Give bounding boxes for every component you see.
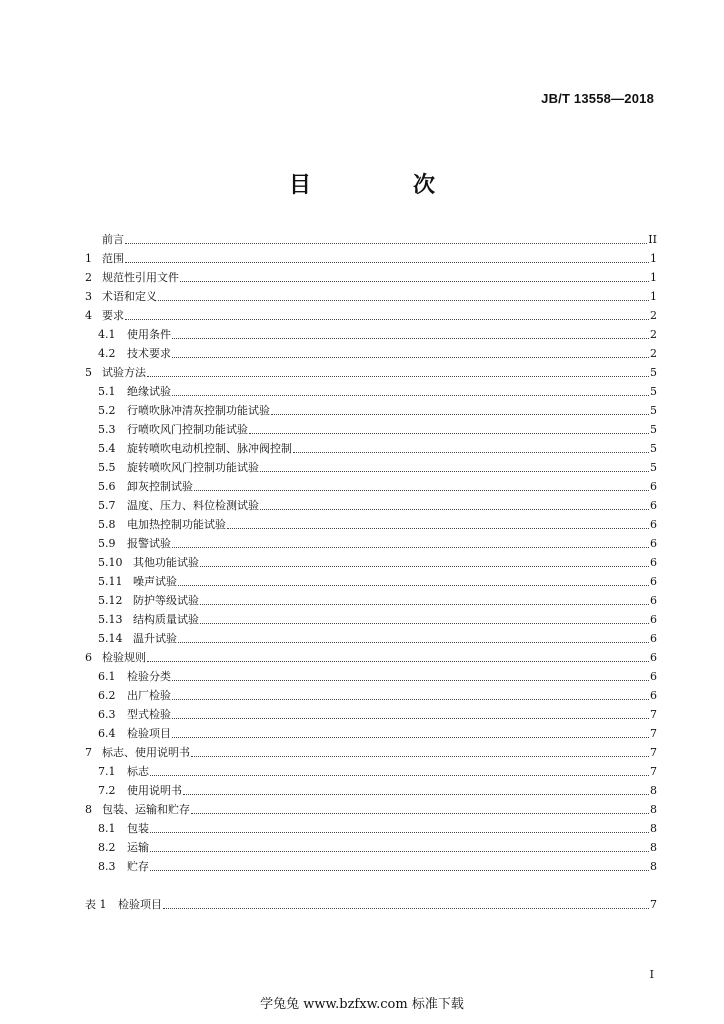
toc-entry-number: 3 [85,290,92,303]
toc-entry-number: 8 [85,803,92,816]
toc-entry-label: 电加热控制功能试验 [127,518,226,531]
toc-entry-page: 5 [650,461,657,474]
toc-entry[interactable] [85,570,657,589]
toc-leader-dots [260,470,649,472]
toc-entry-page: 6 [650,670,657,683]
toc-entry-label: 检验项目 [127,727,171,740]
standard-number: JB/T 13558—2018 [541,91,654,106]
footer-watermark: 学兔兔 www.bzfxw.com 标准下载 [260,997,464,1012]
toc-entry[interactable] [85,703,657,722]
toc-entry-page: 8 [650,784,657,797]
toc-entry-page: 6 [650,556,657,569]
toc-entry-label: 温升试验 [133,632,177,645]
toc-entry-number: 5.14 [98,632,123,645]
toc-entry-number: 8.1 [98,822,116,835]
toc-entry[interactable] [85,684,657,703]
toc-entry[interactable] [85,513,657,532]
toc-entry-number: 5.1 [98,385,116,398]
toc-entry[interactable] [85,722,657,741]
toc-leader-dots [191,812,649,814]
toc-entry-page: 6 [650,575,657,588]
toc-entry-number: 5.9 [98,537,116,550]
toc-leader-dots [150,774,649,776]
toc-entry-label: 检验规则 [102,651,146,664]
toc-entry-number: 6.2 [98,689,116,702]
toc-entry-page: 7 [650,898,657,911]
toc-entry-label: 贮存 [127,860,149,873]
toc-entry-page: 6 [650,537,657,550]
toc-entry[interactable] [85,285,657,304]
toc-entry[interactable] [85,836,657,855]
toc-entry-page: II [648,233,657,246]
toc-entry-label: 旋转喷吹风门控制功能试验 [127,461,259,474]
toc-entry-page: 6 [650,632,657,645]
toc-entry-label: 技术要求 [127,347,171,360]
toc-entry-label: 标志、使用说明书 [102,746,190,759]
toc-leader-dots [163,907,649,909]
toc-entry[interactable] [85,627,657,646]
toc-entry[interactable] [85,304,657,323]
toc-entry-label: 报警试验 [127,537,171,550]
toc-spacer [85,874,657,893]
toc-leader-dots [194,489,649,491]
toc-entry-number: 6.1 [98,670,116,683]
toc-leader-dots [125,318,649,320]
toc-entry[interactable] [85,456,657,475]
toc-entry-page: 8 [650,841,657,854]
toc-entry-number: 5.3 [98,423,116,436]
toc-entry-label: 检验项目 [118,898,162,911]
toc-entry-number: 5.7 [98,499,116,512]
toc-entry[interactable] [85,228,657,247]
toc-entry[interactable] [85,494,657,513]
toc-entry-label: 旋转喷吹电动机控制、脉冲阀控制 [127,442,292,455]
toc-entry-page: 7 [650,727,657,740]
toc-leader-dots [200,565,649,567]
toc-entry-page: 1 [650,290,657,303]
toc-entry[interactable] [85,817,657,836]
toc-entry-page: 5 [650,385,657,398]
toc-entry-number: 5.12 [98,594,123,607]
toc-entry-page: 7 [650,765,657,778]
toc-entry[interactable] [85,779,657,798]
toc-entry-page: 6 [650,651,657,664]
toc-entry-label: 前言 [102,233,124,246]
toc-entry-label: 试验方法 [102,366,146,379]
toc-leader-dots [260,508,649,510]
toc-entry-label: 运输 [127,841,149,854]
toc-entry-page: 6 [650,594,657,607]
toc-entry[interactable] [85,323,657,342]
toc-entry-label: 防护等级试验 [133,594,199,607]
toc-entry[interactable] [85,551,657,570]
toc-entry-number: 4.1 [98,328,116,341]
toc-entry-number: 2 [85,271,92,284]
toc-entry-label: 其他功能试验 [133,556,199,569]
toc-leader-dots [172,717,649,719]
toc-entry[interactable] [85,665,657,684]
toc-leader-dots [147,660,649,662]
toc-entry-number: 5.5 [98,461,116,474]
toc-leader-dots [227,527,649,529]
toc-leader-dots [200,622,649,624]
toc-entry-number: 6.4 [98,727,116,740]
toc-leader-dots [172,394,649,396]
toc-entry-label: 型式检验 [127,708,171,721]
toc-entry-label: 要求 [102,309,124,322]
toc-entry[interactable] [85,361,657,380]
toc-entry-page: 5 [650,442,657,455]
toc-entry[interactable] [85,741,657,760]
toc-entry-label: 结构质量试验 [133,613,199,626]
toc-leader-dots [191,755,649,757]
toc-entry-label: 包装 [127,822,149,835]
toc-entry-label: 包装、运输和贮存 [102,803,190,816]
page-title: 目 次 [288,173,475,198]
toc-leader-dots [172,546,649,548]
toc-entry-page: 5 [650,404,657,417]
toc-entry-page: 5 [650,366,657,379]
toc-entry-label: 卸灰控制试验 [127,480,193,493]
toc-entry-number: 7.2 [98,784,116,797]
toc-leader-dots [180,280,649,282]
toc-entry[interactable] [85,798,657,817]
toc-entry-label: 温度、压力、料位检测试验 [127,499,259,512]
toc-entry-number: 5.10 [98,556,123,569]
toc-entry-number: 8.3 [98,860,116,873]
toc-entry-page: 8 [650,822,657,835]
toc-entry-number: 4 [85,309,92,322]
toc-leader-dots [150,831,649,833]
toc-leader-dots [183,793,649,795]
toc-entry-page: 6 [650,689,657,702]
toc-entry-label: 检验分类 [127,670,171,683]
toc-leader-dots [125,242,647,244]
toc-entry-number: 5.13 [98,613,123,626]
toc-entry[interactable] [85,475,657,494]
toc-entry-label: 行喷吹脉冲清灰控制功能试验 [127,404,270,417]
toc-entry-label: 规范性引用文件 [102,271,179,284]
toc-entry-page: 1 [650,271,657,284]
toc-entry[interactable] [85,760,657,779]
toc-entry[interactable] [85,589,657,608]
toc-entry[interactable] [85,418,657,437]
toc-entry-page: 6 [650,499,657,512]
toc-entry-label: 行喷吹风门控制功能试验 [127,423,248,436]
toc-entry-number: 5.11 [98,575,123,588]
toc-entry-page: 6 [650,480,657,493]
toc-leader-dots [200,603,649,605]
toc-entry-number: 5.8 [98,518,116,531]
toc-leader-dots [178,641,649,643]
table-of-contents [85,228,657,912]
toc-entry[interactable] [85,380,657,399]
toc-entry-number: 表 1 [85,898,107,911]
toc-entry[interactable] [85,532,657,551]
toc-entry[interactable] [85,893,657,912]
toc-entry[interactable] [85,342,657,361]
toc-entry-page: 2 [650,309,657,322]
toc-entry-page: 6 [650,613,657,626]
toc-leader-dots [150,850,649,852]
toc-entry-number: 5.6 [98,480,116,493]
toc-entry[interactable] [85,437,657,456]
toc-entry-number: 6 [85,651,92,664]
toc-entry-number: 5 [85,366,92,379]
toc-entry[interactable] [85,266,657,285]
toc-leader-dots [172,356,649,358]
toc-entry[interactable] [85,399,657,418]
toc-leader-dots [271,413,649,415]
toc-entry-page: 6 [650,518,657,531]
toc-entry-page: 7 [650,746,657,759]
toc-entry-page: 5 [650,423,657,436]
toc-entry-label: 标志 [127,765,149,778]
toc-entry-label: 范围 [102,252,124,265]
toc-leader-dots [125,261,649,263]
toc-entry-page: 1 [650,252,657,265]
toc-entry-page: 8 [650,860,657,873]
toc-leader-dots [178,584,649,586]
page-number: I [649,968,654,981]
toc-entry-number: 5.2 [98,404,116,417]
toc-leader-dots [293,451,649,453]
toc-leader-dots [249,432,649,434]
toc-leader-dots [172,679,649,681]
toc-entry-page: 2 [650,328,657,341]
toc-entry-number: 8.2 [98,841,116,854]
toc-leader-dots [172,698,649,700]
toc-entry-number: 4.2 [98,347,116,360]
toc-leader-dots [150,869,649,871]
toc-entry-number: 5.4 [98,442,116,455]
toc-entry-label: 使用说明书 [127,784,182,797]
toc-leader-dots [158,299,649,301]
toc-entry-number: 1 [85,252,92,265]
toc-leader-dots [147,375,649,377]
toc-entry-number: 7 [85,746,92,759]
toc-entry-label: 出厂检验 [127,689,171,702]
toc-entry-page: 8 [650,803,657,816]
toc-entry-label: 术语和定义 [102,290,157,303]
toc-entry[interactable] [85,608,657,627]
toc-entry-page: 7 [650,708,657,721]
toc-leader-dots [172,337,649,339]
toc-entry-label: 绝缘试验 [127,385,171,398]
toc-entry[interactable] [85,646,657,665]
toc-entry-number: 6.3 [98,708,116,721]
toc-entry[interactable] [85,247,657,266]
toc-entry-number: 7.1 [98,765,116,778]
toc-entry-page: 2 [650,347,657,360]
toc-entry-label: 噪声试验 [133,575,177,588]
toc-entry[interactable] [85,855,657,874]
toc-entry-label: 使用条件 [127,328,171,341]
toc-leader-dots [172,736,649,738]
